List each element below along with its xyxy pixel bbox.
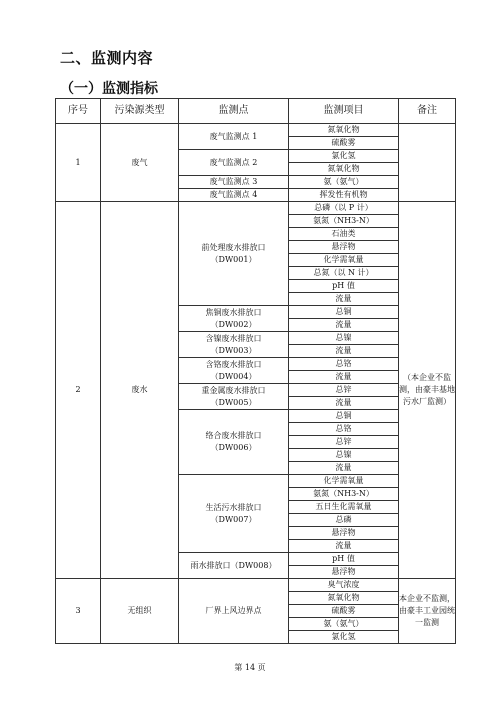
monitoring-table	[55, 98, 456, 644]
cell-monitoring-item: 氮氧化物	[289, 163, 399, 176]
cell-monitoring-point	[179, 410, 289, 475]
monitoring-point-name: 废气监测点 4	[209, 190, 258, 199]
cell-monitoring-point	[179, 306, 289, 332]
table-row	[56, 124, 456, 137]
cell-monitoring-item: 氨氮（NH3-N）	[289, 215, 399, 228]
cell-monitoring-item: 总铬	[289, 423, 399, 436]
cell-no: 3	[56, 579, 101, 644]
header-monitoring-item: 监测项目	[289, 99, 399, 124]
cell-monitoring-item: 总铬	[289, 358, 399, 371]
cell-no: 2	[56, 202, 101, 579]
monitoring-point-name: 雨水排放口（DW008）	[190, 560, 277, 570]
cell-monitoring-point	[179, 384, 289, 410]
cell-monitoring-item: 流量	[289, 293, 399, 306]
cell-monitoring-item: 化学需氧量	[289, 475, 399, 488]
monitoring-point-code: （DW001）	[210, 254, 257, 264]
cell-remark: 本企业不监测，由豪丰工业园统一监测	[399, 579, 456, 644]
cell-monitoring-item: 悬浮物	[289, 241, 399, 254]
cell-monitoring-item: 臭气浓度	[289, 579, 399, 592]
cell-monitoring-item: 氨氮（NH3-N）	[289, 488, 399, 501]
cell-monitoring-item: 氨（氨气）	[289, 618, 399, 631]
cell-monitoring-point	[179, 202, 289, 306]
table-body	[56, 124, 456, 644]
cell-monitoring-item: 悬浮物	[289, 527, 399, 540]
cell-monitoring-item: 悬浮物	[289, 566, 399, 579]
monitoring-point-name: 络合废水排放口	[205, 431, 262, 440]
cell-monitoring-item: 总镍	[289, 332, 399, 345]
table-row	[56, 202, 456, 215]
monitoring-point-name: 前处理废水排放口	[201, 242, 266, 252]
cell-monitoring-point	[179, 358, 289, 384]
cell-monitoring-item: 总铜	[289, 306, 399, 319]
monitoring-point-name: 废气监测点 3	[209, 177, 258, 186]
monitoring-point-code: （DW002）	[210, 319, 257, 329]
cell-monitoring-point	[179, 553, 289, 579]
cell-monitoring-item: pH 值	[289, 280, 399, 293]
cell-monitoring-item: 流量	[289, 319, 399, 332]
cell-monitoring-item: 氯化氢	[289, 631, 399, 644]
cell-monitoring-item: 总锌	[289, 384, 399, 397]
monitoring-point-name: 含铬废水排放口	[205, 359, 262, 369]
cell-monitoring-item: 氯化氢	[289, 150, 399, 163]
cell-monitoring-item: 总铜	[289, 410, 399, 423]
cell-monitoring-point	[179, 124, 289, 150]
monitoring-point-code: （DW005）	[210, 397, 257, 407]
cell-monitoring-item: 氮氧化物	[289, 592, 399, 605]
cell-monitoring-item: 流量	[289, 462, 399, 475]
cell-remark	[399, 124, 456, 202]
monitoring-point-name: 废气监测点 2	[209, 157, 258, 167]
cell-monitoring-item: 硫酸雾	[289, 137, 399, 150]
header-remark: 备注	[399, 99, 456, 124]
cell-no: 1	[56, 124, 101, 202]
monitoring-point-code: （DW006）	[210, 443, 257, 452]
table-row	[56, 579, 456, 592]
cell-monitoring-item: 石油类	[289, 228, 399, 241]
cell-monitoring-item: 总锌	[289, 436, 399, 449]
cell-monitoring-item: 化学需氧量	[289, 254, 399, 267]
subsection-heading: （一）监测指标	[60, 81, 158, 97]
cell-monitoring-item: 总氮（以 N 计）	[289, 267, 399, 280]
section-heading: 二、监测内容	[60, 49, 154, 67]
cell-monitoring-point	[179, 332, 289, 358]
cell-monitoring-point	[179, 176, 289, 189]
header-source-type: 污染源类型	[101, 99, 179, 124]
monitoring-point-code: （DW007）	[210, 514, 257, 524]
monitoring-point-code: （DW003）	[210, 345, 257, 355]
cell-monitoring-item: 流量	[289, 397, 399, 410]
page-number: 第 14 页	[234, 663, 266, 672]
cell-source-type: 废气	[101, 124, 179, 202]
cell-monitoring-item: 挥发性有机物	[289, 189, 399, 202]
monitoring-point-name: 废气监测点 1	[209, 131, 258, 141]
cell-remark: （本企业不监测，由豪丰基地污水厂监测）	[399, 202, 456, 579]
monitoring-point-name: 厂界上风边界点	[205, 606, 262, 615]
cell-monitoring-point	[179, 475, 289, 553]
cell-monitoring-item: 流量	[289, 345, 399, 358]
cell-monitoring-item: 总镍	[289, 449, 399, 462]
cell-monitoring-point	[179, 150, 289, 176]
cell-monitoring-point	[179, 579, 289, 644]
monitoring-point-name: 含镍废水排放口	[205, 333, 262, 343]
cell-monitoring-item: 流量	[289, 371, 399, 384]
cell-monitoring-point	[179, 189, 289, 202]
cell-monitoring-item: pH 值	[289, 553, 399, 566]
cell-monitoring-item: 总磷	[289, 514, 399, 527]
header-monitoring-point: 监测点	[179, 99, 289, 124]
cell-monitoring-item: 流量	[289, 540, 399, 553]
table-header-row	[56, 99, 456, 124]
cell-monitoring-item: 氨（氨气）	[289, 176, 399, 189]
cell-monitoring-item: 氮氧化物	[289, 124, 399, 137]
monitoring-point-name: 重金属废水排放口	[201, 385, 266, 395]
cell-monitoring-item: 总磷（以 P 计）	[289, 202, 399, 215]
cell-monitoring-item: 硫酸雾	[289, 605, 399, 618]
monitoring-point-code: （DW004）	[210, 371, 257, 381]
cell-source-type: 无组织	[101, 579, 179, 644]
monitoring-point-name: 生活污水排放口	[205, 502, 262, 512]
cell-source-type: 废水	[101, 202, 179, 579]
header-no: 序号	[56, 99, 101, 124]
cell-monitoring-item: 五日生化需氧量	[289, 501, 399, 514]
monitoring-point-name: 焦铜废水排放口	[205, 307, 262, 317]
